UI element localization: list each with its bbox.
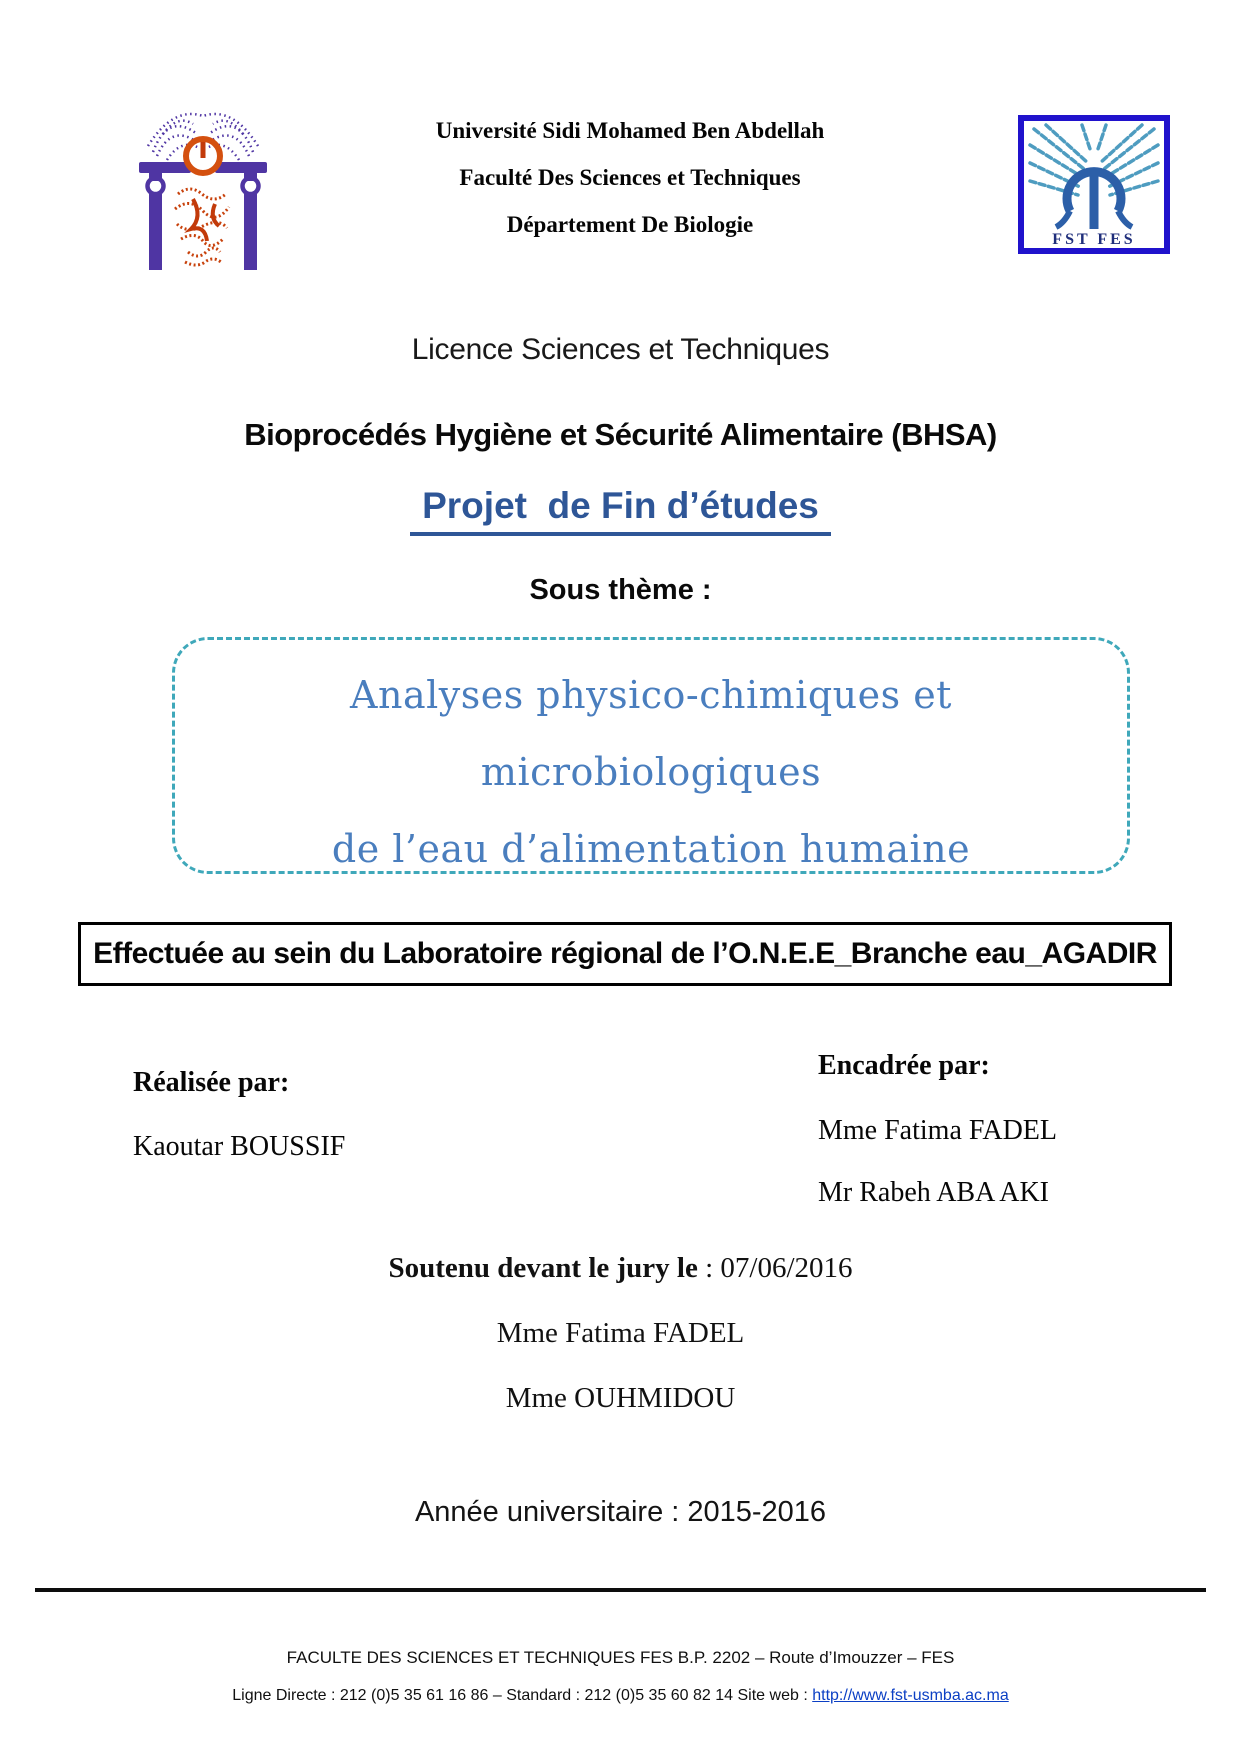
- supervisor-name: Mme Fatima FADEL: [818, 1115, 1058, 1146]
- footer-divider: [35, 1588, 1206, 1592]
- thesis-title-line-1: Analyses physico-chimiques et microbiologiques: [350, 673, 952, 794]
- footer-contact-text: Ligne Directe : 212 (0)5 35 61 16 86 – Standard : 212 (0)5 35 60 82 14 Site web :: [232, 1687, 813, 1704]
- fst-fes-logo-icon: [1018, 115, 1170, 254]
- jury-label: Soutenu devant le jury le: [388, 1252, 698, 1284]
- footer-address: FACULTE DES SCIENCES ET TECHNIQUES FES B.P. 2202 – Route d’Imouzzer – FES: [286, 1648, 955, 1667]
- supervisor-label: Encadrée par:: [818, 1050, 990, 1081]
- project-type-title: [0, 484, 1241, 536]
- project-type-text: Projet de Fin d’études: [410, 484, 831, 536]
- degree-line: Licence Sciences et Techniques: [411, 333, 830, 366]
- jury-member: Mme OUHMIDOU: [505, 1382, 736, 1414]
- footer-contact-line: [0, 1686, 1241, 1706]
- thesis-title-box: [172, 637, 1130, 874]
- lab-banner: Effectuée au sein du Laboratoire régional de l’O.N.E.E_Branche eau_AGADIR: [78, 922, 1172, 986]
- header-department: Département De Biologie: [506, 212, 754, 237]
- program-line: Bioprocédés Hygiène et Sécurité Alimentaire (BHSA): [244, 417, 997, 452]
- jury-date-separator: :: [697, 1252, 721, 1284]
- thesis-title-line-2: de l’eau d’alimentation humaine: [331, 827, 971, 871]
- academic-year: Année universitaire : 2015-2016: [414, 1496, 827, 1528]
- jury-member: Mme Fatima FADEL: [496, 1317, 745, 1349]
- fst-fes-logo-text: FST FES: [1052, 231, 1136, 248]
- supervisor-name: Mr Rabeh ABA AKI: [818, 1177, 1049, 1208]
- header-text-block: [280, 116, 980, 257]
- fst-fes-logo: [1018, 115, 1170, 254]
- sub-theme-label: Sous thème :: [529, 574, 712, 606]
- jury-line: [0, 1251, 1241, 1285]
- footer-website-link[interactable]: http://www.fst-usmba.ac.ma: [812, 1687, 1009, 1704]
- author-name: Kaoutar BOUSSIF: [133, 1131, 346, 1162]
- header-university: Université Sidi Mohamed Ben Abdellah: [435, 118, 825, 143]
- header-faculty: Faculté Des Sciences et Techniques: [459, 165, 801, 190]
- usmba-logo: [133, 104, 273, 274]
- usmba-logo-icon: [133, 104, 273, 274]
- jury-date: 07/06/2016: [720, 1252, 853, 1284]
- author-label: Réalisée par:: [133, 1067, 290, 1098]
